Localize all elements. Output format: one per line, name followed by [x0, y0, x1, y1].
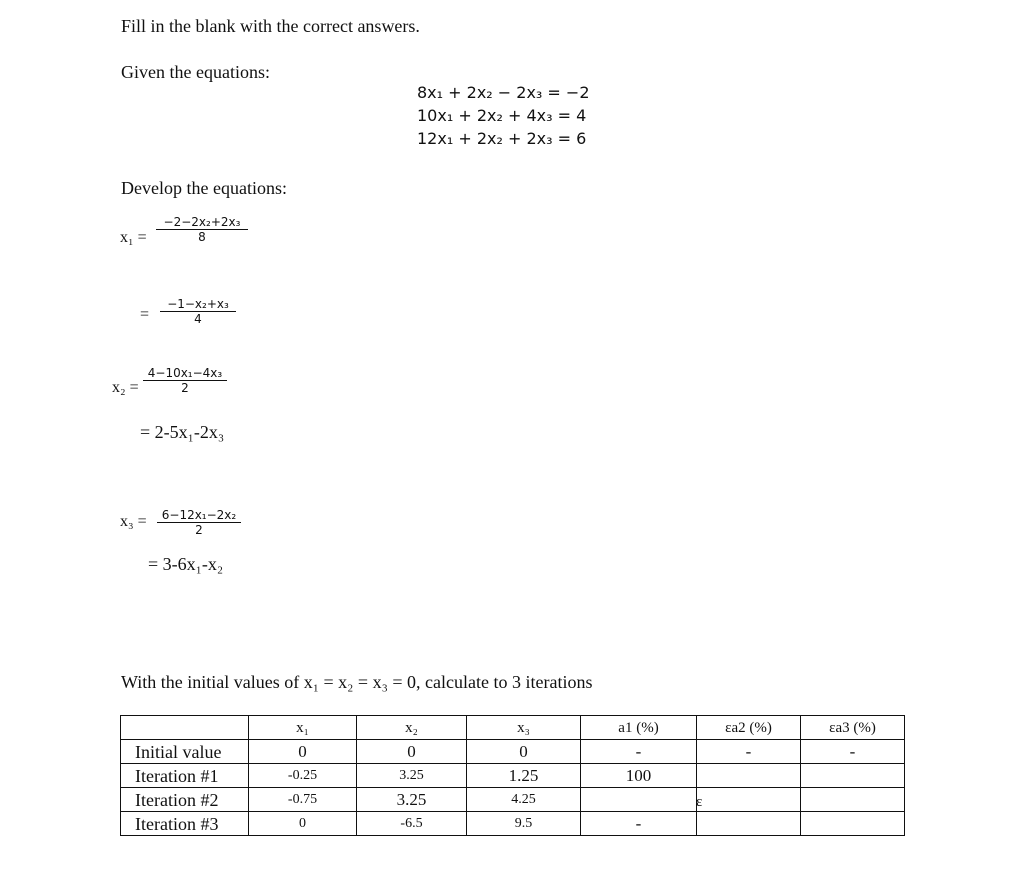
cell-ea1[interactable]: 100: [581, 764, 697, 788]
equation-2: 10x₁ + 2x₂ + 4x₃ = 4: [417, 106, 587, 125]
cell-ea2[interactable]: -: [697, 740, 801, 764]
header-x2: x₂: [357, 716, 467, 740]
row-label: Iteration #3: [121, 812, 249, 836]
x1-simplified-numerator: −1−x₂+x₃: [167, 297, 229, 311]
instruction-text: Fill in the blank with the correct answers.: [121, 16, 420, 36]
cell-x3[interactable]: 1.25: [467, 764, 581, 788]
cell-x3[interactable]: 0: [467, 740, 581, 764]
cell-x1[interactable]: 0: [249, 812, 357, 836]
cell-ea3[interactable]: [801, 764, 905, 788]
cell-x1[interactable]: -0.75: [249, 788, 357, 812]
table-row: [121, 812, 905, 836]
x3-denominator: 2: [195, 523, 203, 537]
x2-denominator: 2: [181, 381, 189, 395]
cell-x3[interactable]: 9.5: [467, 812, 581, 836]
x1-simplified-fraction: [160, 297, 236, 326]
cell-ea2[interactable]: [697, 788, 801, 812]
given-label: Given the equations:: [121, 62, 270, 82]
cell-ea1[interactable]: -: [581, 812, 697, 836]
x1-simplified-denominator: 4: [194, 312, 202, 326]
header-x1: x₁: [249, 716, 357, 740]
x3-fraction: [157, 508, 241, 537]
initial-statement: With the initial values of x₁ = x₂ = x₃ = 0, calculate to 3 iterations: [121, 672, 593, 692]
header-x3: x₃: [467, 716, 581, 740]
x1-equals: =: [140, 306, 150, 323]
table-row: [121, 740, 905, 764]
cell-x2[interactable]: 0: [357, 740, 467, 764]
row-label: Initial value: [121, 740, 249, 764]
x2-simplified: = 2-5x₁-2x₃: [140, 422, 225, 442]
cell-ea3[interactable]: [801, 788, 905, 812]
header-ea2: εa2 (%): [697, 716, 801, 740]
header-ea3: εa3 (%): [801, 716, 905, 740]
cell-x2[interactable]: 3.25: [357, 764, 467, 788]
x3-simplified: = 3-6x₁-x₂: [148, 554, 224, 574]
header-blank: [121, 716, 249, 740]
row-label: Iteration #2: [121, 788, 249, 812]
row-label: Iteration #1: [121, 764, 249, 788]
cell-x1[interactable]: 0: [249, 740, 357, 764]
x1-fraction: [156, 215, 248, 244]
cell-ea2[interactable]: [697, 764, 801, 788]
table-row: [121, 764, 905, 788]
cell-x2[interactable]: 3.25: [357, 788, 467, 812]
cell-ea1[interactable]: -: [581, 740, 697, 764]
table-header-row: [121, 716, 905, 740]
x1-numerator: −2−2x₂+2x₃: [163, 215, 241, 229]
cell-x1[interactable]: -0.25: [249, 764, 357, 788]
cell-x3[interactable]: 4.25: [467, 788, 581, 812]
equation-3: 12x₁ + 2x₂ + 2x₃ = 6: [417, 129, 587, 148]
x2-numerator: 4−10x₁−4x₃: [147, 366, 223, 380]
x3-numerator: 6−12x₁−2x₂: [161, 508, 237, 522]
cell-x2[interactable]: -6.5: [357, 812, 467, 836]
stray-epsilon-mark: ε: [696, 794, 703, 810]
x3-label: x₃ =: [120, 513, 147, 530]
x1-denominator: 8: [198, 230, 206, 244]
cell-ea1[interactable]: [581, 788, 697, 812]
cell-ea3[interactable]: [801, 812, 905, 836]
x2-label: x₂ =: [112, 379, 139, 396]
cell-ea3[interactable]: -: [801, 740, 905, 764]
equation-1: 8x₁ + 2x₂ − 2x₃ = −2: [417, 83, 590, 102]
iteration-table: [120, 715, 905, 836]
table-row: [121, 788, 905, 812]
x2-fraction: [143, 366, 227, 395]
x1-label: x₁ =: [120, 229, 147, 246]
cell-ea2[interactable]: [697, 812, 801, 836]
develop-label: Develop the equations:: [121, 178, 287, 198]
header-ea1: a1 (%): [581, 716, 697, 740]
